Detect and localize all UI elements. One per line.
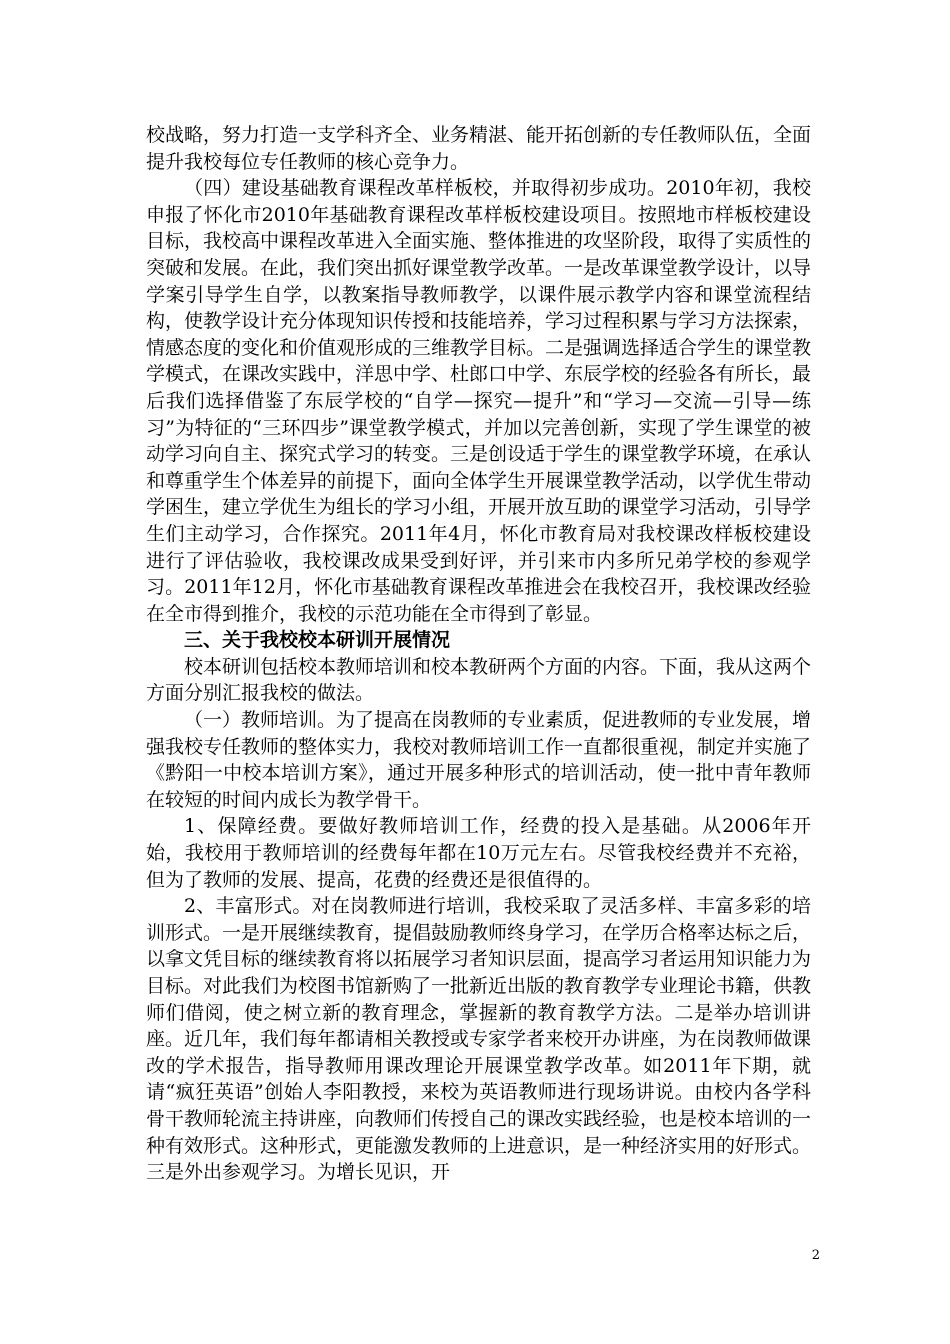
- paragraph-teacher-training: （一）教师培训。为了提高在岗教师的专业素质，促进教师的专业发展，增强我校专任教师的整体实力，我校对教师培训工作一直都很重视，制定并实施了《黔阳一中校本培训方案》，通过开展多种形式的培训活动，使一批中青年教师在较短的时间内成长为教学骨干。: [146, 709, 812, 811]
- paragraph-funding: 1、保障经费。要做好教师培训工作，经费的投入是基础。从2006年开始，我校用于教师培训的经费每年都在10万元左右。尽管我校经费并不充裕，但为了教师的发展、提高，花费的经费还是很值得的。: [146, 815, 811, 891]
- section-heading-school-training: 三、关于我校校本研训开展情况: [184, 629, 451, 652]
- paragraph-model-school: （四）建设基础教育课程改革样板校，并取得初步成功。2010年初，我校申报了怀化市2010年基础教育课程改革样板校建设项目。按照地市样板校建设目标，我校高中课程改革进入全面实施、整体推进的攻坚阶段，取得了实质性的突破和发展。在此，我们突出抓好课堂教学改革。一是改革课堂教学设计，以导学案引导学生自学，以教案指导教师教学，以课件展示教学内容和课堂流程结构，使教学设计充分体现知识传授和技能培养，学习过程积累与学习方法探索，情感态度的变化和价值观形成的三维教学目标。二是强调选择适合学生的课堂教学模式，在课改实践中，洋思中学、杜郎口中学、东辰学校的经验各有所长，最后我们选择借鉴了东辰学校的“自学—探究—提升”和“学习—交流—引导—练习”为特征的“三环四步”课堂教学模式，并加以完善创新，实现了学生课堂的被动学习向自主、探究式学习的转变。三是创设适于学生的课堂教学环境，在承认和尊重学生个体差异的前提下，面向全体学生开展课堂教学活动，以学优生带动学困生，建立学优生为组长的学习小组，开展开放互助的课堂学习活动，引导学生们主动学习，合作探究。2011年4月，怀化市教育局对我校课改样板校建设进行了评估验收，我校课改成果受到好评，并引来市内多所兄弟学校的参观学习。2011年12月，怀化市基础教育课程改革推进会在我校召开，我校课改经验在全市得到推介，我校的示范功能在全市得到了彰显。: [146, 177, 812, 625]
- page-number: 2: [811, 1248, 820, 1263]
- paragraph-training-intro: 校本研训包括校本教师培训和校本教研两个方面的内容。下面，我从这两个方面分别汇报我校的做法。: [146, 655, 812, 705]
- paragraph-continuation: 校战略，努力打造一支学科齐全、业务精湛、能开拓创新的专任教师队伍，全面提升我校每位专任教师的核心竞争力。: [146, 124, 812, 173]
- document-body: [146, 122, 811, 1186]
- paragraph-training-forms: 2、丰富形式。对在岗教师进行培训，我校采取了灵活多样、丰富多彩的培训形式。一是开展继续教育，提倡鼓励教师终身学习，在学历合格率达标之后，以拿文凭目标的继续教育将以拓展学习者知识层面，提高学习者运用知识能力为目标。对此我们为校图书馆新购了一批新近出版的教育教学专业理论书籍，供教师们借阅，使之树立新的教育理念，掌握新的教育教学方法。二是举办培训讲座。近几年，我们每年都请相关教授或专家学者来校开办讲座，为在岗教师做课改的学术报告，指导教师用课改理论开展课堂教学改革。如2011年下期，就请“疯狂英语”创始人李阳教授，来校为英语教师进行现场讲说。由校内各学科骨干教师轮流主持讲座，向教师们传授自己的课改实践经验，也是校本培训的一种有效形式。这种形式，更能激发教师的上进意识，是一种经济实用的好形式。三是外出参观学习。为增长见识，开: [146, 895, 812, 1184]
